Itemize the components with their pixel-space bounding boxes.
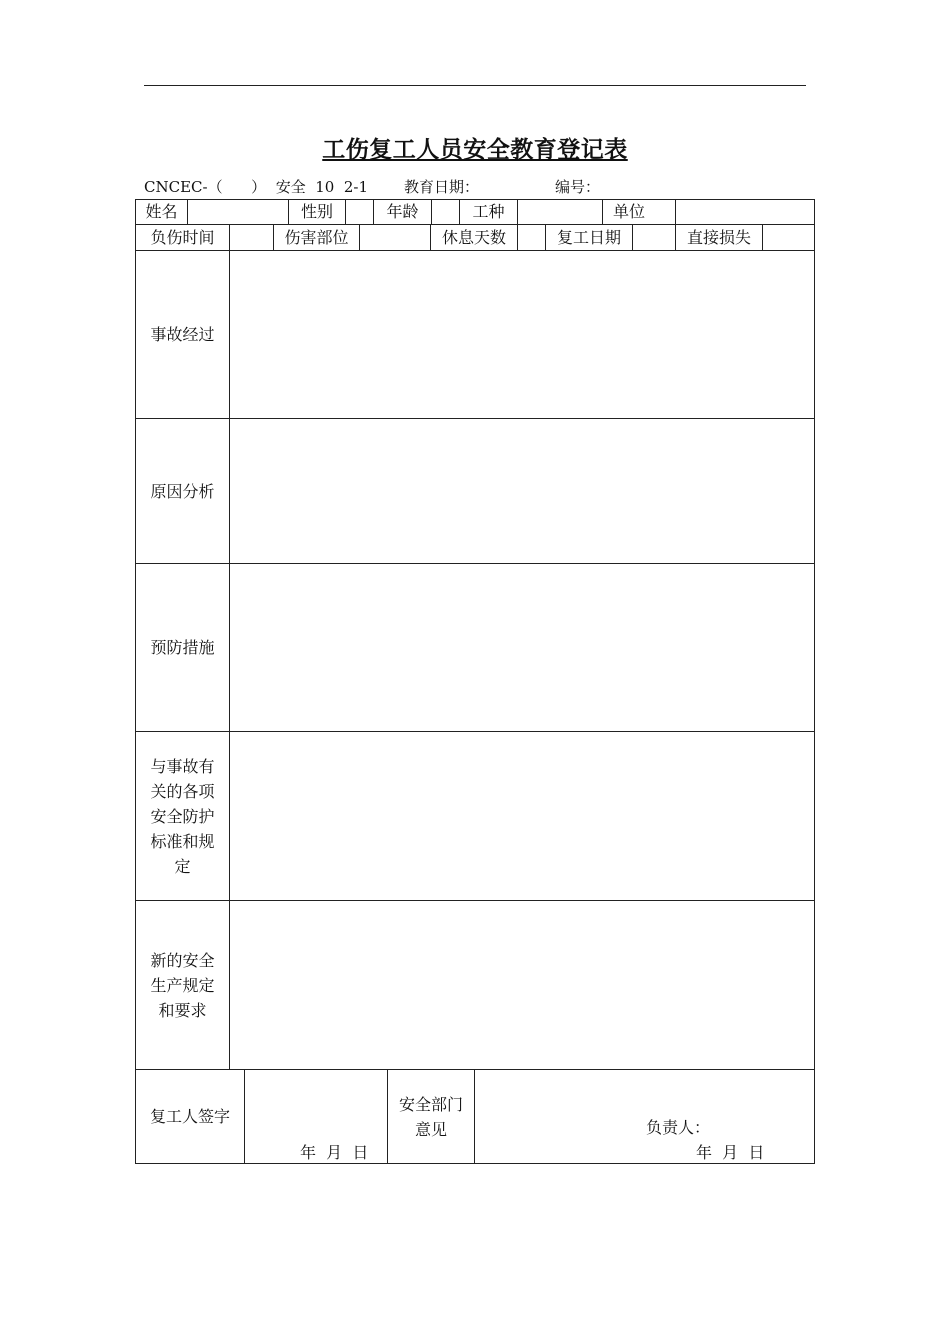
gender-value[interactable]: [346, 200, 373, 224]
number-label: 编号：: [555, 178, 601, 196]
table-border-bottom: [135, 1163, 815, 1164]
direct-loss-label: 直接损失: [686, 227, 751, 247]
return-date-label: 复工日期: [556, 227, 621, 247]
returnee-signature-label: 复工人签字: [149, 1107, 230, 1126]
person-in-charge-label: 负责人：: [646, 1118, 711, 1137]
unit-label: 单位: [612, 202, 645, 221]
injury-time-value[interactable]: [230, 225, 273, 250]
job-type-value[interactable]: [518, 200, 602, 224]
prevention-measures-field[interactable]: [230, 564, 814, 731]
injury-part-label: 伤害部位: [284, 227, 349, 247]
injury-part-value[interactable]: [360, 225, 430, 250]
age-label: 年龄: [386, 202, 419, 221]
label-line: 安全防护: [150, 806, 215, 826]
prevention-measures-label: 预防措施: [150, 638, 215, 657]
label-line: 定: [174, 856, 191, 876]
label-line: 新的安全: [150, 950, 215, 970]
injury-time-label: 负伤时间: [150, 227, 215, 247]
safety-standards-field[interactable]: [230, 732, 814, 900]
label-line: 关的各项: [150, 781, 215, 801]
signature-date: 年 月 日: [300, 1143, 369, 1162]
name-label: 姓名: [145, 202, 178, 221]
education-date-label: 教育日期：: [404, 178, 480, 196]
label-line: 和要求: [158, 1000, 207, 1020]
new-safety-rules-field[interactable]: [230, 901, 814, 1069]
label-line: 意见: [414, 1119, 447, 1139]
safety-standards-label: [136, 732, 229, 900]
cause-analysis-field[interactable]: [230, 419, 814, 563]
label-line: 生产规定: [150, 975, 215, 995]
direct-loss-value[interactable]: [763, 225, 814, 250]
label-line: 标准和规: [150, 831, 215, 851]
job-type-label: 工种: [472, 202, 505, 221]
table-border-right: [814, 199, 815, 1164]
label-line: 安全部门: [398, 1094, 463, 1114]
cause-analysis-label: 原因分析: [150, 481, 215, 501]
safety-dept-opinion-label: [388, 1070, 474, 1163]
form-code: CNCEC-（ ） 安全 10 2-1: [144, 178, 369, 196]
accident-process-field[interactable]: [230, 251, 814, 418]
header-rule: [144, 85, 806, 86]
rest-days-value[interactable]: [518, 225, 545, 250]
return-date-value[interactable]: [633, 225, 675, 250]
opinion-date: 年 月 日: [696, 1143, 765, 1162]
document-title: 工伤复工人员安全教育登记表: [322, 136, 628, 163]
new-safety-rules-label: [136, 901, 229, 1069]
name-value[interactable]: [188, 200, 288, 224]
gender-label: 性别: [300, 202, 333, 221]
rest-days-label: 休息天数: [441, 227, 506, 247]
label-line: 与事故有: [150, 756, 215, 776]
age-value[interactable]: [432, 200, 459, 224]
accident-process-label: 事故经过: [150, 325, 215, 344]
unit-value[interactable]: [676, 200, 814, 224]
